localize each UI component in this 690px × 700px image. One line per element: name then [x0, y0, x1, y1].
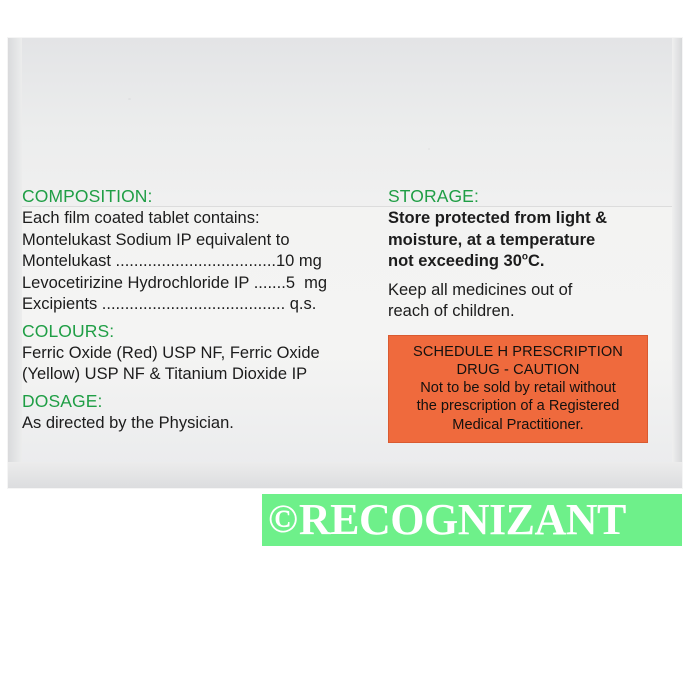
storage-temperature-text: not exceeding 30 — [388, 252, 522, 271]
copyright-icon: © — [268, 496, 298, 541]
paper-speck — [128, 98, 131, 100]
colours-line-1: Ferric Oxide (Red) USP NF, Ferric Oxide — [22, 343, 320, 362]
storage-plain-line-2: reach of children. — [388, 302, 515, 321]
colours-line-2: (Yellow) USP NF & Titanium Dioxide IP — [22, 365, 308, 384]
carton-left-edge — [8, 38, 22, 488]
carton-top-flap — [8, 38, 682, 207]
composition-line-5: Excipients ........................................ q.s. — [22, 295, 317, 314]
storage-bold-line-3 — [388, 251, 650, 272]
right-text-column — [388, 185, 650, 440]
schedule-line-3: Not to be sold by retail without — [420, 380, 616, 397]
schedule-line-1: SCHEDULE H PRESCRIPTION — [413, 343, 623, 360]
carton-bottom-flap — [8, 462, 682, 488]
schedule-line-5: Medical Practitioner. — [452, 416, 584, 433]
storage-plain-line-1: Keep all medicines out of — [388, 280, 573, 299]
storage-heading: STORAGE: — [388, 186, 479, 206]
paper-speck — [428, 148, 430, 150]
storage-bold-line-2: moisture, at a temperature — [388, 230, 596, 249]
composition-line-3: Montelukast ...................................10 mg — [22, 252, 322, 271]
composition-heading: COMPOSITION: — [22, 186, 153, 206]
composition-line-1: Each film coated tablet contains: — [22, 209, 260, 228]
watermark-banner — [262, 494, 682, 546]
colours-heading: COLOURS: — [22, 320, 115, 341]
composition-line-4: Levocetirizine Hydrochloride IP .......5 mg — [22, 273, 328, 292]
dosage-line-1: As directed by the Physician. — [22, 414, 234, 433]
carton-right-edge — [672, 38, 682, 488]
schedule-line-4: the prescription of a Registered — [416, 398, 620, 415]
schedule-line-2: DRUG - CAUTION — [456, 361, 580, 378]
dosage-heading: DOSAGE: — [22, 390, 103, 411]
composition-line-2: Montelukast Sodium IP equivalent to — [22, 230, 290, 249]
schedule-h-warning-box — [388, 335, 648, 443]
storage-temperature-unit: C. — [528, 252, 545, 271]
left-text-column — [22, 185, 370, 440]
storage-bold-line-1: Store protected from light & — [388, 209, 608, 228]
printed-text-panel — [22, 185, 658, 440]
degree-symbol: o — [521, 251, 528, 263]
watermark-text: RECOGNIZANT — [298, 495, 626, 544]
